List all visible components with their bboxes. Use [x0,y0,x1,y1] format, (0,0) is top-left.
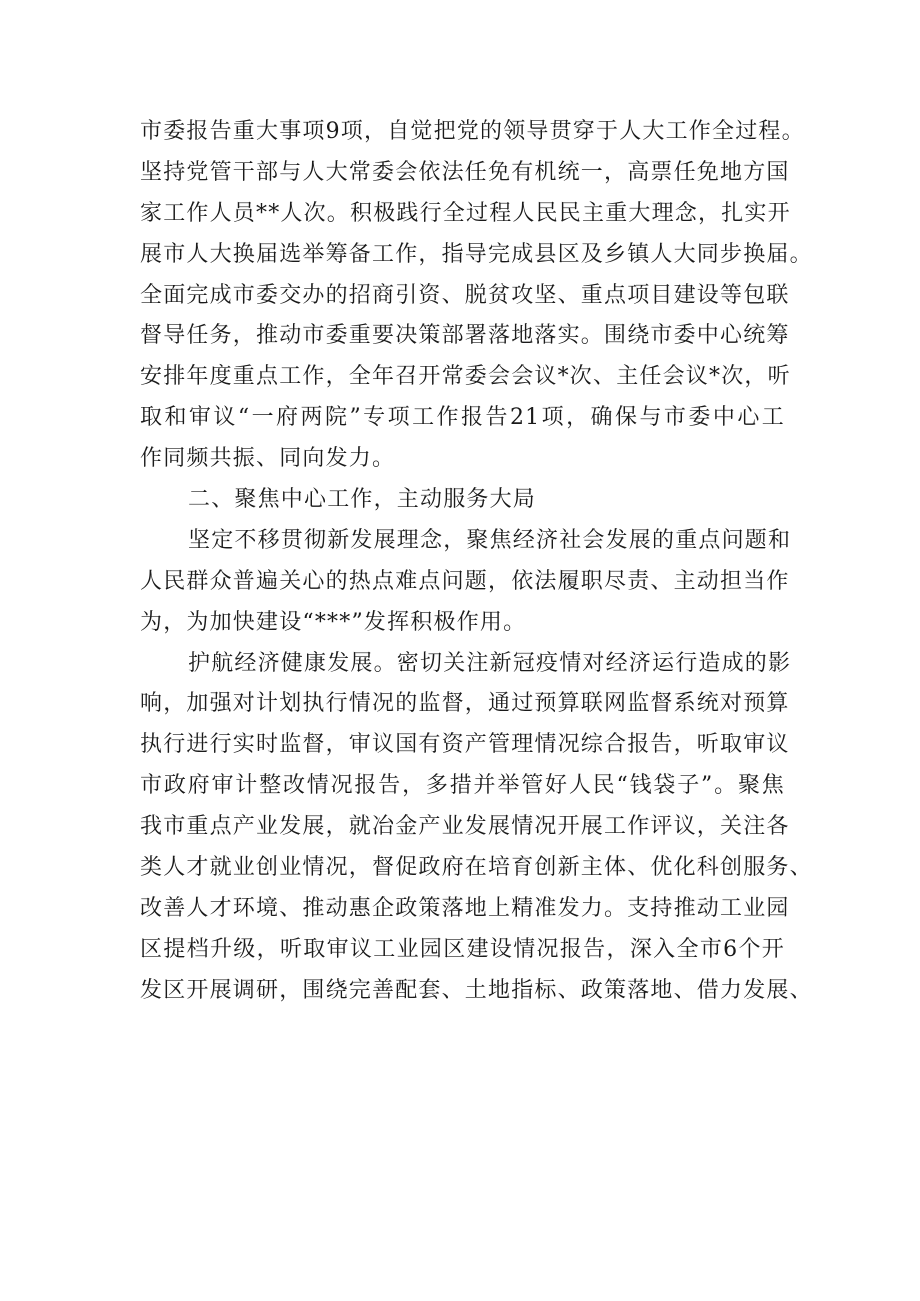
text-line: 市政府审计整改情况报告，多措并举管好人民“钱袋子”。聚焦 [140,773,785,799]
text-line: 督导任务，推动市委重要决策部署落地落实。围绕市委中心统筹 [140,323,790,349]
text-line: 作同频共振、同向发力。 [140,446,396,472]
text-line: 展市人大换届选举筹备工作，指导完成县区及乡镇人大同步换届。 [140,241,813,267]
text-line: 全面完成市委交办的招商引资、脱贫攻坚、重点项目建设等包联 [140,282,790,308]
text-line: 坚持党管干部与人大常委会依法任免有机统一，高票任免地方国 [140,159,790,185]
text-line: 区提档升级，听取审议工业园区建设情况报告，深入全市6个开 [140,936,785,962]
text-line: 为，为加快建设“***”发挥积极作用。 [140,609,527,635]
text-line: 安排年度重点工作，全年召开常委会会议*次、主任会议*次，听 [140,364,791,390]
text-line: 坚定不移贯彻新发展理念，聚焦经济社会发展的重点问题和 [188,527,792,553]
text-line: 护航经济健康发展。密切关注新冠疫情对经济运行造成的影 [188,650,792,676]
document-body [140,112,813,1012]
text-line: 家工作人员**人次。积极践行全过程人民民主重大理念，扎实开 [140,200,791,226]
section-heading: 二、聚焦中心工作，主动服务大局 [188,487,537,513]
text-line: 市委报告重大事项9项，自觉把党的领导贯穿于人大工作全过程。 [140,119,805,144]
text-line: 发区开展调研，围绕完善配套、土地指标、政策落地、借力发展、 [140,977,813,1003]
text-line: 响，加强对计划执行情况的监督，通过预算联网监督系统对预算 [140,691,790,717]
text-line: 取和审议“一府两院”专项工作报告21项，确保与市委中心工 [140,405,785,431]
text-line: 执行进行实时监督，审议国有资产管理情况综合报告，听取审议 [140,732,790,758]
text-line: 改善人才环境、推动惠企政策落地上精准发力。支持推动工业园 [140,895,790,921]
text-line: 我市重点产业发展，就冶金产业发展情况开展工作评议，关注各 [140,814,790,840]
text-line: 人民群众普遍关心的热点难点问题，依法履职尽责、主动担当作 [140,568,790,594]
text-line: 类人才就业创业情况，督促政府在培育创新主体、优化科创服务、 [140,855,813,881]
